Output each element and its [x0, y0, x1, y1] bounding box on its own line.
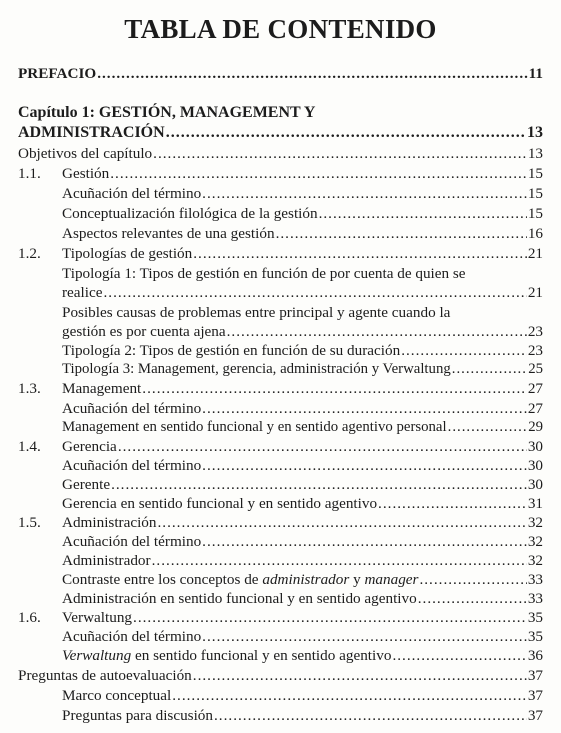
toc-entry-label: Tipologías de gestión [62, 245, 193, 262]
leader-dots [202, 532, 527, 551]
toc-entry-page: 37 [527, 707, 543, 724]
toc-entry-subsection[interactable] [62, 686, 543, 705]
label-emphasis: manager [364, 571, 419, 588]
leader-dots [152, 551, 527, 570]
toc-entry-page: 11 [528, 65, 543, 82]
toc-entry-page: 27 [527, 380, 543, 397]
toc-entry-page: 15 [527, 205, 543, 222]
toc-entry-subsection[interactable] [62, 283, 543, 302]
leader-dots [193, 666, 527, 685]
leader-dots [193, 244, 527, 263]
toc-entry-page: 30 [527, 438, 543, 455]
toc-entry-label: Acuñación del término [62, 400, 202, 417]
leader-dots [166, 123, 526, 142]
toc-entry-page: 37 [527, 687, 543, 704]
toc-entry-label: Management en sentido funcional y en sentido agentivo personal [62, 419, 447, 435]
toc-entry-page: 23 [527, 323, 543, 340]
toc-entry-label: Preguntas para discusión [62, 707, 213, 724]
toc-entry-label: Administración [62, 514, 157, 531]
leader-dots [118, 437, 527, 456]
toc-entry-label: Objetivos del capítulo [18, 145, 153, 162]
toc-entry-page: 35 [527, 609, 543, 626]
section-number: 1.6. [18, 609, 41, 626]
toc-entry-page: 23 [527, 342, 543, 359]
toc-entry-subsection[interactable] [62, 494, 543, 513]
toc-entry-label [62, 646, 391, 665]
toc-entry-label: gestión es por cuenta ajena [62, 323, 226, 340]
toc-entry-page: 36 [527, 647, 543, 664]
toc-entry-subsection[interactable] [62, 184, 543, 203]
leader-dots [110, 164, 527, 183]
toc-entry-page: 27 [527, 400, 543, 417]
label-emphasis: administrador [262, 571, 350, 588]
toc-entry-section-1-4[interactable] [62, 437, 543, 456]
toc-entry-preguntas[interactable] [18, 666, 543, 685]
toc-entry-page: 13 [527, 124, 543, 141]
toc-entry-subsection[interactable] [62, 360, 543, 379]
toc-entry-section-1-6[interactable] [62, 608, 543, 627]
leader-dots [103, 283, 526, 302]
toc-entry-page: 32 [527, 533, 543, 550]
toc-entry-section-1-1[interactable] [62, 164, 543, 183]
toc-entry-label: ADMINISTRACIÓN [18, 124, 165, 141]
label-text: y [349, 571, 365, 588]
leader-dots [419, 570, 526, 589]
toc-entry-label: Conceptualización filológica de la gestión [62, 205, 318, 222]
toc-entry-subsection[interactable] [62, 456, 543, 475]
toc-entry-label: Aspectos relevantes de una gestión [62, 225, 275, 242]
toc-entry-page: 29 [528, 419, 543, 435]
leader-dots [202, 184, 527, 203]
chapter-title-line1[interactable]: Capítulo 1: GESTIÓN, MANAGEMENT Y [18, 104, 316, 121]
toc-entry-page: 30 [527, 476, 543, 493]
leader-dots [452, 360, 527, 379]
toc-entry-label: Acuñación del término [62, 533, 202, 550]
leader-dots [392, 646, 526, 665]
toc-entry-line1[interactable]: Tipología 1: Tipos de gestión en función de por cuenta de quien se [62, 265, 466, 282]
leader-dots [227, 322, 527, 341]
leader-dots [133, 608, 527, 627]
toc-entry-page: 13 [527, 145, 543, 162]
toc-entry-section-1-5[interactable] [62, 513, 543, 532]
toc-entry-page: 16 [527, 225, 543, 242]
toc-entry-page: 25 [528, 361, 543, 377]
leader-dots [276, 224, 527, 243]
leader-dots [448, 418, 528, 437]
toc-entry-prefacio[interactable] [18, 64, 543, 83]
toc-entry-subsection[interactable] [62, 322, 543, 341]
toc-entry-label: realice [62, 284, 103, 301]
section-number: 1.2. [18, 245, 41, 262]
section-number: 1.3. [18, 380, 41, 397]
toc-entry-chapter-1[interactable] [18, 123, 543, 142]
toc-entry-line1[interactable]: Posibles causas de problemas entre principal y agente cuando la [62, 304, 451, 321]
toc-entry-label: Gestión [62, 165, 110, 182]
toc-entry-subsection[interactable] [62, 204, 543, 223]
leader-dots [401, 341, 527, 360]
toc-entry-page: 33 [527, 571, 543, 588]
section-number: 1.5. [18, 514, 41, 531]
label-text: Contraste entre los conceptos de [62, 571, 263, 588]
toc-entry-label: Acuñación del término [62, 457, 202, 474]
toc-entry-subsection[interactable] [62, 706, 543, 725]
section-number: 1.1. [18, 165, 41, 182]
toc-entry-subsection[interactable] [62, 475, 543, 494]
section-number: 1.4. [18, 438, 41, 455]
leader-dots [111, 475, 527, 494]
toc-entry-page: 32 [527, 514, 543, 531]
toc-entry-section-1-2[interactable] [62, 244, 543, 263]
toc-entry-page: 32 [527, 552, 543, 569]
label-text: en sentido funcional y en sentido agentivo [131, 647, 392, 664]
toc-entry-objetivos[interactable] [18, 144, 543, 163]
toc-entry-page: 21 [527, 245, 543, 262]
toc-entry-label: Gerencia [62, 438, 117, 455]
leader-dots [153, 144, 527, 163]
toc-entry-subsection[interactable] [62, 627, 543, 646]
page-title: TABLA DE CONTENIDO [124, 14, 437, 44]
toc-entry-label: Management [62, 380, 142, 397]
toc-entry-label: Tipología 2: Tipos de gestión en función de su duración [62, 342, 401, 359]
toc-entry-subsection[interactable] [62, 341, 543, 360]
toc-entry-label: Administrador [62, 552, 151, 569]
leader-dots [97, 64, 527, 83]
toc-entry-page: 30 [527, 457, 543, 474]
toc-entry-label: Tipología 3: Management, gerencia, administración y Verwaltung [62, 361, 451, 377]
leader-dots [378, 494, 527, 513]
toc-entry-label: Marco conceptual [62, 687, 172, 704]
toc-entry-page: 37 [527, 667, 543, 684]
toc-entry-subsection[interactable] [62, 551, 543, 570]
toc-entry-page: 15 [527, 165, 543, 182]
toc-entry-section-1-3[interactable] [62, 379, 543, 398]
toc-entry-page: 31 [527, 495, 543, 512]
toc-entry-page: 33 [527, 590, 543, 607]
toc-entry-page: 35 [527, 628, 543, 645]
toc-entry-label: Gerencia en sentido funcional y en sentido agentivo [62, 495, 378, 512]
leader-dots [319, 204, 527, 223]
leader-dots [157, 513, 526, 532]
toc-entry-subsection[interactable] [62, 418, 543, 437]
toc-entry-subsection[interactable] [62, 646, 543, 665]
toc-entry-label: Acuñación del término [62, 628, 202, 645]
label-emphasis: Verwaltung [62, 647, 132, 664]
leader-dots [142, 379, 527, 398]
toc-entry-page: 21 [527, 284, 543, 301]
toc-entry-page: 15 [527, 185, 543, 202]
toc-entry-label: Gerente [62, 476, 111, 493]
toc-entry-subsection[interactable] [62, 399, 543, 418]
leader-dots [418, 589, 527, 608]
leader-dots [202, 456, 527, 475]
toc-entry-label [62, 570, 418, 589]
toc-entry-label: Verwaltung [62, 609, 133, 626]
toc-entry-subsection[interactable] [62, 589, 543, 608]
toc-entry-label: Acuñación del término [62, 185, 202, 202]
leader-dots [202, 399, 527, 418]
leader-dots [172, 686, 527, 705]
toc-entry-label: Administración en sentido funcional y en sentido agentivo [62, 590, 417, 607]
toc-entry-subsection[interactable] [62, 224, 543, 243]
leader-dots [214, 706, 527, 725]
toc-entry-subsection[interactable] [62, 570, 543, 589]
toc-entry-label: Preguntas de autoevaluación [18, 667, 192, 684]
leader-dots [202, 627, 527, 646]
toc-entry-label: PREFACIO [18, 65, 97, 82]
toc-entry-subsection[interactable] [62, 532, 543, 551]
